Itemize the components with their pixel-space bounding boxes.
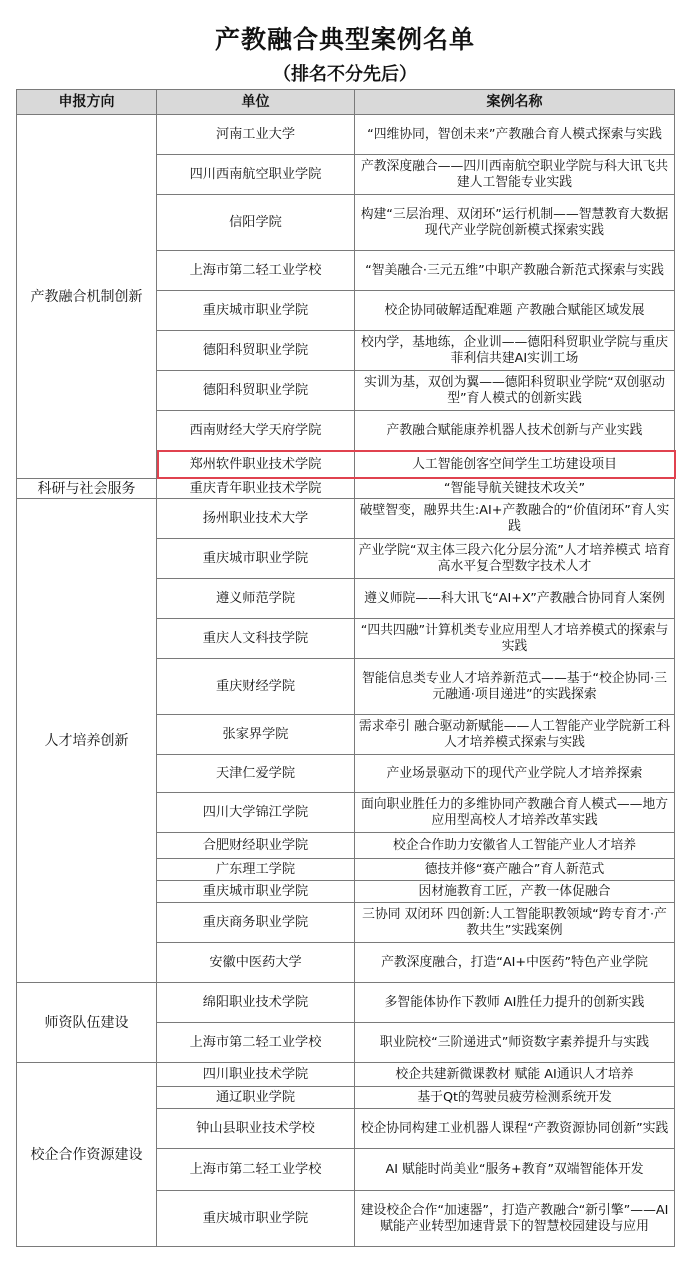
unit-cell: 上海市第二轻工业学校 — [157, 251, 355, 291]
case-cell: “智能导航关键技术攻关” — [355, 479, 675, 499]
table-row — [17, 1063, 675, 1087]
case-cell: 构建“三层治理、双闭环”运行机制——智慧教育大数据现代产业学院创新模式探索实践 — [355, 195, 675, 251]
case-cell: 校内学，基地练，企业训——德阳科贸职业学院与重庆菲利信共建AI实训工场 — [355, 331, 675, 371]
case-cell: 校企协同破解适配难题 产教融合赋能区域发展 — [355, 291, 675, 331]
unit-cell: 安徽中医药大学 — [157, 943, 355, 983]
case-cell: 需求牵引 融合驱动新赋能——人工智能产业学院新工科人才培养模式探索与实践 — [355, 715, 675, 755]
case-cell: 产业场景驱动下的现代产业学院人才培养探索 — [355, 755, 675, 793]
unit-cell: 四川职业技术学院 — [157, 1063, 355, 1087]
case-list-table — [16, 89, 675, 1247]
case-cell: 因材施教育工匠，产教一体促融合 — [355, 881, 675, 903]
direction-cell: 师资队伍建设 — [17, 983, 157, 1063]
unit-cell: 合肥财经职业学院 — [157, 833, 355, 859]
unit-cell: 上海市第二轻工业学校 — [157, 1023, 355, 1063]
unit-cell: 重庆青年职业技术学院 — [157, 479, 355, 499]
case-cell: 产教深度融合——四川西南航空职业学院与科大讯飞共建人工智能专业实践 — [355, 155, 675, 195]
unit-cell: 通辽职业学院 — [157, 1087, 355, 1109]
case-cell: 基于Qt的驾驶员疲劳检测系统开发 — [355, 1087, 675, 1109]
unit-cell: 上海市第二轻工业学校 — [157, 1149, 355, 1191]
table-header-row — [17, 90, 675, 115]
case-cell: “四维协同，智创未来”产教融合育人模式探索与实践 — [355, 115, 675, 155]
unit-cell: 张家界学院 — [157, 715, 355, 755]
case-cell: 人工智能创客空间学生工坊建设项目 — [355, 451, 675, 479]
unit-cell: 信阳学院 — [157, 195, 355, 251]
case-cell: 实训为基，双创为翼——德阳科贸职业学院“双创驱动型”育人模式的创新实践 — [355, 371, 675, 411]
direction-cell: 人才培养创新 — [17, 499, 157, 983]
direction-cell: 产教融合机制创新 — [17, 115, 157, 479]
unit-cell: 天津仁爱学院 — [157, 755, 355, 793]
case-cell: 产教深度融合，打造“AI+中医药”特色产业学院 — [355, 943, 675, 983]
unit-cell: 重庆财经学院 — [157, 659, 355, 715]
case-cell: 职业院校“三阶递进式”师资数字素养提升与实践 — [355, 1023, 675, 1063]
case-cell: 面向职业胜任力的多维协同产教融合育人模式——地方应用型高校人才培养改革实践 — [355, 793, 675, 833]
direction-cell: 校企合作资源建设 — [17, 1063, 157, 1247]
case-cell: 产教融合赋能康养机器人技术创新与产业实践 — [355, 411, 675, 451]
unit-cell: 钟山县职业技术学校 — [157, 1109, 355, 1149]
header-case: 案例名称 — [355, 90, 675, 115]
table-row — [17, 983, 675, 1023]
unit-cell: 重庆城市职业学院 — [157, 1191, 355, 1247]
case-cell: 产业学院“双主体三段六化分层分流”人才培养模式 培育高水平复合型数字技术人才 — [355, 539, 675, 579]
page-title: 产教融合典型案例名单 — [214, 25, 475, 54]
table-row — [17, 479, 675, 499]
unit-cell: 广东理工学院 — [157, 859, 355, 881]
case-cell: 校企协同构建工业机器人课程“产教资源协同创新”实践 — [355, 1109, 675, 1149]
unit-cell: 四川大学锦江学院 — [157, 793, 355, 833]
unit-cell: 绵阳职业技术学院 — [157, 983, 355, 1023]
page-subtitle: （排名不分先后） — [273, 64, 417, 85]
unit-cell: 重庆城市职业学院 — [157, 881, 355, 903]
header-direction: 申报方向 — [17, 90, 157, 115]
case-cell: 破壁智变，融界共生:AI+产教融合的“价值闭环”育人实践 — [355, 499, 675, 539]
case-cell: 校企共建新微课教材 赋能 AI通识人才培养 — [355, 1063, 675, 1087]
case-cell: “智美融合·三元五维”中职产教融合新范式探索与实践 — [355, 251, 675, 291]
unit-cell: 重庆商务职业学院 — [157, 903, 355, 943]
direction-cell: 科研与社会服务 — [17, 479, 157, 499]
unit-cell: 德阳科贸职业学院 — [157, 371, 355, 411]
case-cell: 建设校企合作“加速器”，打造产教融合“新引擎”——AI赋能产业转型加速背景下的智慧校园建设与应用 — [355, 1191, 675, 1247]
unit-cell: 重庆城市职业学院 — [157, 291, 355, 331]
case-cell: 三协同 双闭环 四创新:人工智能职教领域“跨专育才·产教共生”实践案例 — [355, 903, 675, 943]
table-row — [17, 499, 675, 539]
unit-cell: 郑州软件职业技术学院 — [157, 451, 355, 479]
case-cell: 多智能体协作下教师 AI胜任力提升的创新实践 — [355, 983, 675, 1023]
unit-cell: 重庆人文科技学院 — [157, 619, 355, 659]
table-row — [17, 115, 675, 155]
header-unit: 单位 — [157, 90, 355, 115]
case-cell: 智能信息类专业人才培养新范式——基于“校企协同·三元融通·项目递进”的实践探索 — [355, 659, 675, 715]
case-cell: AI 赋能时尚美业“服务+教育”双端智能体开发 — [355, 1149, 675, 1191]
unit-cell: 四川西南航空职业学院 — [157, 155, 355, 195]
unit-cell: 遵义师范学院 — [157, 579, 355, 619]
unit-cell: 河南工业大学 — [157, 115, 355, 155]
unit-cell: 重庆城市职业学院 — [157, 539, 355, 579]
case-cell: 校企合作助力安徽省人工智能产业人才培养 — [355, 833, 675, 859]
case-cell: 德技并修“赛产融合”育人新范式 — [355, 859, 675, 881]
unit-cell: 西南财经大学天府学院 — [157, 411, 355, 451]
case-cell: 遵义师院——科大讯飞“AI+X”产教融合协同育人案例 — [355, 579, 675, 619]
unit-cell: 扬州职业技术大学 — [157, 499, 355, 539]
case-cell: “四共四融”计算机类专业应用型人才培养模式的探索与实践 — [355, 619, 675, 659]
unit-cell: 德阳科贸职业学院 — [157, 331, 355, 371]
